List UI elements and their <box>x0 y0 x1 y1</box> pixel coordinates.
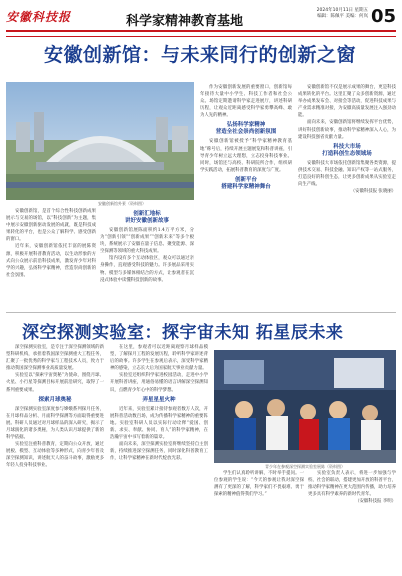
masthead-rule <box>6 36 396 37</box>
paragraph: 安徽创新馆不仅是展示成果的舞台，更是科技成果转化的平台。这里汇聚了众多创新资源，通过举办成果发布会、对接会等活动，促进科技成果与产业需求精准对接，为安徽高质量发展注入强劲动能。 <box>298 85 396 119</box>
article2-headline: 深空探测实验室：探宇宙未知 拓星辰未来 <box>22 323 344 343</box>
article2-photo <box>214 350 396 463</box>
paragraph: 实验室还组织科学家进校园活动，走进中小学开展科普讲座，用通俗易懂的语言讲解深空探测知识，点燃青少年心中的科学梦想。 <box>110 373 208 393</box>
page-number: 05 <box>370 6 396 27</box>
article2-column-3 <box>214 470 304 498</box>
article1-headline: 安徽创新馆：与未来同行的创新之窗 <box>44 44 357 66</box>
article1-column-4 <box>298 84 396 195</box>
byline: （安徽科技报 李明） <box>355 499 396 505</box>
paragraph: 安徽创新馆展陈面积约1.4万平方米，分为“创新引领”“创新成果”“创新未来”等多个板块，系统展示了安徽在量子信息、聚变能源、深空探测等领域的重大科技成果。 <box>100 228 194 255</box>
article2-column-1 <box>6 344 104 470</box>
section-title: 科学家精神教育基地 <box>126 14 244 29</box>
paragraph: 实验室以“探索宇宙奥秘”为使命，围绕月球、火星、小行星等探测目标开展前沿研究，取得了一系列重要成果。 <box>6 373 104 393</box>
newspaper-logo: 安徽科技报 <box>6 10 72 24</box>
subheading: 弄星星星火种 <box>142 396 176 403</box>
article1-column-3 <box>200 84 292 193</box>
paragraph: 面向未来，安徽创新馆将继续发挥平台优势，讲好科技创新故事，推动科学家精神深入人心，为建设科技强省贡献力量。 <box>298 120 396 140</box>
editor-line: 编辑：陈佩平 美编：何岚 <box>317 14 368 19</box>
article1-column-2 <box>100 208 194 284</box>
date-line: 2024年10月11日 星期五 <box>316 8 368 13</box>
paragraph: 作为安徽创新发展的重要窗口，创新馆每年接待大量中小学生、科技工作者和社会公众。场馆定期邀请科学家走进展厅，讲述科研历程，让观众近距离感受科学家勇攀高峰、敢为人先的精神。 <box>200 85 292 119</box>
article2-photo-caption: 青少年在参观深空探测实验室展陈（资料图） <box>265 464 345 469</box>
subheading: 创新汇地标 讲好安徽创新故事 <box>124 211 169 224</box>
paragraph: 近年来，实验室累计接待参观者数万人次，开展科普活动数百场，成为传播科学家精神的重要阵地。实验室科研人员以实际行动诠释“爱国、创新、求实、奉献、协同、育人”的科学家精神，在浩瀚宇宙中书写着新的篇章。 <box>110 406 208 441</box>
paragraph: 深空探测实验室，是专注于深空探测领域的新型科研机构，承担着我国深空探测重大工程任务，汇聚了一批优秀的科学家与工程技术人员，致力于推动我国深空探测事业高质量发展。 <box>6 345 104 372</box>
masthead <box>6 6 396 32</box>
paragraph: 面向未来，深空探测实验室将继续坚持自主创新，持续推进深空探测任务，同时深化科普教育工作，让科学家精神在新时代绽放光彩。 <box>110 442 208 462</box>
subheading: 弘扬科学家精神 营造全社会崇尚创新氛围 <box>215 122 277 136</box>
article1-photo-caption: 安徽创新馆外景（资料图） <box>98 201 146 206</box>
subheading: 探索月球奥秘 <box>38 396 72 403</box>
article1-column-1 <box>6 208 96 279</box>
paragraph: 在这里，参观者可以近距离观察月球样品模型，了解探月工程的发展历程，聆听科学家讲述背后的故事。许多学生在参观后表示，深受科学家精神的感染，立志长大后为国家航天事业贡献力量。 <box>110 345 208 372</box>
paragraph: 安徽创新馆被授予“科学家精神教育基地”称号后，持续开展主题展览和科普讲座，引导青少年树立远大理想，立志投身科技事业。同时，场馆还与高校、科研院所合作，组织研学实践活动，拓展科普教育的深度与广度。 <box>200 139 292 173</box>
paragraph: 馆内设有多个互动体验区，观众可以通过亲身操作，直观感受科技的魅力。许多展品采用实物、模型与多媒体相结合的方式，让参观者在沉浸式体验中读懂科技创新的故事。 <box>100 256 194 283</box>
section-divider <box>6 312 396 313</box>
paragraph: 近年来，安徽创新馆依托丰富的展陈资源，积极开展科普教育活动，以生动形象的方式向公众展示前沿科技成果，激发青少年对科学的兴趣，弘扬科学家精神，营造崇尚创新的社会氛围。 <box>6 244 96 278</box>
byline: （安徽科技报 张晓丽） <box>350 189 396 195</box>
paragraph: 学生们认真聆听讲解，不时举手提问。一位参观的学生说：“今天的参观让我对深空探测有了更深的了解，科学家们不畏艰难、勇于探索的精神值得我们学习。” <box>214 471 304 498</box>
subheading: 科技大市场 打造科创生态领域场 <box>322 143 372 157</box>
paragraph: 实验室负责人表示，将进一步加强与学校、社会的联动，搭建更加开放的科普平台，推动科学家精神在更大范围内传播，助力培养更多具有科学素养的新时代青年。 <box>308 471 396 498</box>
issue-meta <box>317 8 368 20</box>
paragraph: 安徽科技大市场依托创新馆集聚各类资源，提供技术交易、科技金融、知识产权等一站式服务，打造良好的科创生态，让更多创新成果从实验室走向生产线。 <box>298 160 396 188</box>
paragraph: 深空探测实验室深度参与嫦娥系列探月任务，在月球样品分析、月面科学探测等方面取得重要进展。科研人员通过对月球样品的深入研究，揭示了月球演化的诸多奥秘，为人类认识月球提供了新的科学依据。 <box>6 406 104 441</box>
article2-column-4 <box>308 470 396 505</box>
paragraph: 安徽创新馆，是首个综合性科技创新成果展示与交易的场馆，以“科技创新”为主题，集中展示安徽创新驱动发展的成就，既是科技成果转化的平台，也是公众了解科学、感受创新的窗口。 <box>6 209 96 243</box>
subheading: 创新平台 搭建科学家精神舞台 <box>221 176 271 190</box>
paragraph: 实验室注重科普教育，定期向公众开放，通过展板、模型、互动体验等多种形式，向青少年普及深空探测知识，讲述航天人的奋斗故事，激励更多年轻人投身科技事业。 <box>6 442 104 469</box>
article1-photo <box>6 82 194 200</box>
article2-column-2 <box>110 344 208 462</box>
